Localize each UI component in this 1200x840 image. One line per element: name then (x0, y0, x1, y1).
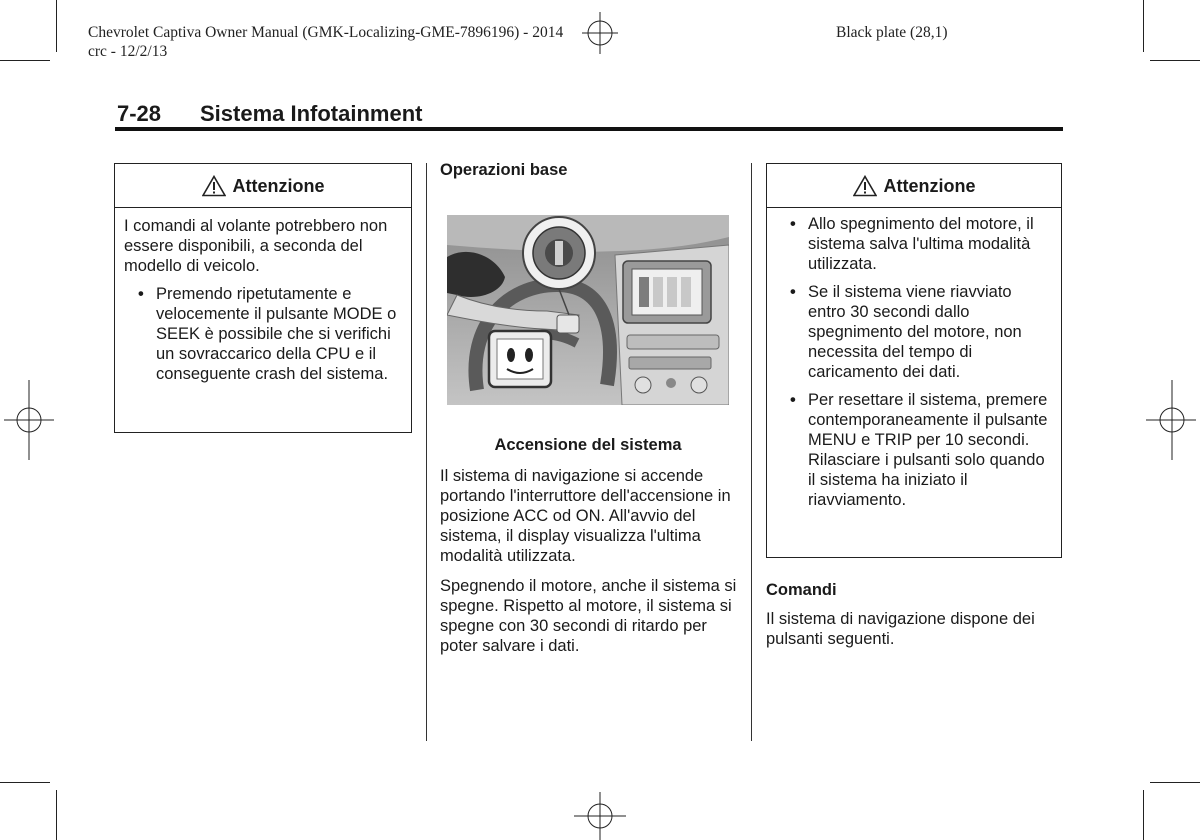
caution-body (115, 208, 411, 398)
caution-title: Attenzione (232, 175, 325, 196)
print-header-line2: crc - 12/2/13 (88, 43, 168, 60)
list-item: • Allo spegnimento del motore, il sistema salva l'ultima modalità utilizzata. (808, 214, 1053, 274)
caution-header (115, 164, 411, 208)
registration-crosshair-icon (1144, 380, 1200, 460)
caution-list (124, 284, 403, 384)
crop-mark-tl-v (56, 0, 57, 52)
ignition-illustration (447, 215, 729, 405)
section-heading: Comandi (766, 581, 837, 599)
body-text (766, 609, 1062, 659)
crop-mark-br-h (1150, 782, 1200, 783)
caution-intro: I comandi al volante potrebbero non essere disponibili, a seconda del modello di veicolo. (124, 217, 388, 275)
crop-mark-bl-h (0, 782, 50, 783)
caution-body (767, 208, 1061, 524)
list-item: • Se il sistema viene riavviato entro 30 secondi dallo spegnimento del motore, non necessita del tempo di caricamento dei dati. (808, 282, 1053, 382)
caution-list (776, 214, 1053, 510)
caution-box (766, 163, 1062, 558)
caution-title: Attenzione (883, 175, 976, 196)
figure-caption: Accensione del sistema (494, 436, 682, 454)
section-title: Sistema Infotainment (200, 101, 423, 126)
registration-crosshair-icon (572, 792, 628, 840)
list-item: • Per resettare il sistema, premere contemporaneamente il pulsante MENU e TRIP per 10 secondi. Rilasciare i pulsanti solo quando il sistema ha iniziato il riavviamento. (808, 390, 1053, 510)
warning-triangle-icon (853, 175, 877, 197)
header-rule (115, 127, 1063, 131)
print-header-line1: Chevrolet Captiva Owner Manual (GMK-Localizing-GME-7896196) - 2014 (88, 24, 564, 41)
warning-triangle-icon (202, 175, 226, 197)
print-header-left (88, 23, 563, 61)
print-header-right: Black plate (28,1) (836, 24, 948, 41)
paragraph: Il sistema di navigazione dispone dei pulsanti seguenti. (766, 610, 1035, 648)
column-separator (426, 163, 427, 741)
body-text (440, 466, 745, 666)
crop-mark-br-v (1143, 790, 1144, 840)
caution-box (114, 163, 412, 433)
crop-mark-tl-h (0, 60, 50, 61)
section-number: 7-28 (117, 101, 162, 126)
registration-crosshair-icon (578, 12, 626, 54)
list-item: • Premendo ripetutamente e velocemente il pulsante MODE o SEEK è possibile che si verifichi un sovraccarico della CPU e il conseguente crash del sistema. (156, 284, 403, 384)
crop-mark-tr-v (1143, 0, 1144, 52)
section-heading: Operazioni base (440, 161, 568, 179)
registration-crosshair-icon (0, 380, 56, 460)
paragraph: Il sistema di navigazione si accende portando l'interruttore dell'accensione in posizione ACC od ON. All'avvio del sistema, il display visualizza l'ultima modalità utilizzata. (440, 467, 731, 565)
column-separator (751, 163, 752, 741)
crop-mark-bl-v (56, 790, 57, 840)
caution-header (767, 164, 1061, 208)
paragraph: Spegnendo il motore, anche il sistema si spegne. Rispetto al motore, il sistema si spegne con 30 secondi di ritardo per poter salvare i dati. (440, 577, 737, 655)
crop-mark-tr-h (1150, 60, 1200, 61)
